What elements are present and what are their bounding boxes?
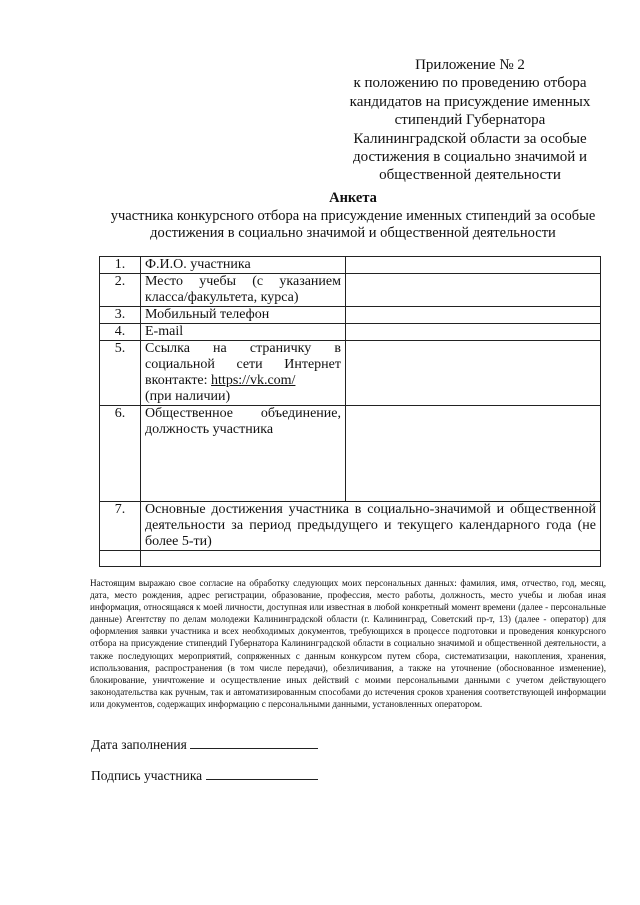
row-label-note: (при наличии) bbox=[145, 389, 231, 404]
table-row bbox=[100, 406, 601, 502]
table-row bbox=[100, 257, 601, 274]
row-number: 5. bbox=[100, 341, 141, 406]
row-number: 4. bbox=[100, 324, 141, 341]
vk-link[interactable]: https://vk.com/ bbox=[211, 373, 296, 388]
appendix-line: стипендий Губернатора bbox=[394, 112, 546, 129]
row-label: Ф.И.О. участника bbox=[141, 257, 346, 274]
row-label: E-mail bbox=[141, 324, 346, 341]
row-number: 6. bbox=[100, 406, 141, 502]
answer-cell-study-place[interactable] bbox=[346, 274, 601, 307]
appendix-line: общественной деятельности bbox=[379, 167, 561, 184]
table-row bbox=[100, 307, 601, 324]
fill-date-row bbox=[91, 736, 318, 753]
table-row bbox=[100, 274, 601, 307]
answer-cell-social-link[interactable] bbox=[346, 341, 601, 406]
appendix-line: Калининградской области за особые bbox=[353, 130, 587, 147]
row-number: 1. bbox=[100, 257, 141, 274]
row-number: 7. bbox=[100, 502, 141, 551]
appendix-header bbox=[330, 56, 610, 185]
row-number: 2. bbox=[100, 274, 141, 307]
row-number: 3. bbox=[100, 307, 141, 324]
row-label: Основные достижения участника в социально-значимой и общественной деятельности за период предыдущего и текущего календарного года (не более 5-ти) bbox=[141, 502, 601, 551]
appendix-line: к положению по проведению отбора bbox=[353, 75, 587, 92]
signature-label: Подпись участника bbox=[91, 768, 203, 783]
answer-cell-email[interactable] bbox=[346, 324, 601, 341]
answer-cell-phone[interactable] bbox=[346, 307, 601, 324]
form-subtitle: участника конкурсного отбора на присуждение именных стипендий за особые достижения в социально значимой и общественной деятельности bbox=[110, 208, 596, 241]
consent-text: Настоящим выражаю свое согласие на обработку следующих моих персональных данных: фамилия, имя, отчество, год, месяц, дата, место рождения, адрес регистрации, образование, профессия, место работы, должность, место учебы и любая иная информация, относящаяся к моей личности, доступная или известная в любой конкретный момент времени (далее - персональные данные) Агентству по делам молодежи Калининградской области (г. Калининград, Советский пр-т, 13) (далее - оператор) для оформления заявки участника и всех необходимых документов, требующихся в процессе подготовки и проведения конкурсного отбора на присуждение стипендий Губернатора Калининградской области в социально значимой и общественной деятельности, а также последующих мероприятий, сопряженных с данным конкурсом путем сбора, систематизации, накопления, хранения, использования, распространения (в том числе передачи), обезличивания, а также на уточнение (обоснованное изменение), блокирование, уничтожение и осуществление иных действий с моими персональными данными с учетом действующего законодательства как ручным, так и автоматизированным способами до истечения сроков хранения соответствующей информации или документов, содержащих информацию с персональными данными, установленных оператором. bbox=[90, 578, 606, 709]
appendix-line: Приложение № 2 bbox=[415, 57, 525, 73]
fill-date-label: Дата заполнения bbox=[91, 737, 187, 752]
signature-row bbox=[91, 767, 318, 784]
row-label-text: Ссылка на страничку в социальной сети Интернет вконтакте: bbox=[145, 341, 341, 388]
appendix-line: достижения в социально значимой и bbox=[352, 149, 588, 166]
signature-field[interactable] bbox=[206, 767, 318, 780]
row-label: Мобильный телефон bbox=[141, 307, 346, 324]
form-title: Анкета bbox=[329, 190, 377, 206]
answer-cell-full-name[interactable] bbox=[346, 257, 601, 274]
answer-cell-organization[interactable] bbox=[346, 406, 601, 502]
fill-date-field[interactable] bbox=[190, 736, 318, 749]
table-row bbox=[100, 324, 601, 341]
appendix-line: кандидатов на присуждение именных bbox=[349, 93, 591, 110]
row-label bbox=[141, 341, 346, 406]
questionnaire-table bbox=[99, 256, 601, 567]
table-row bbox=[100, 551, 601, 567]
row-label: Место учебы (с указанием класса/факультета, курса) bbox=[141, 274, 346, 307]
answer-cell-achievements[interactable] bbox=[141, 551, 601, 567]
table-row bbox=[100, 502, 601, 551]
table-row bbox=[100, 341, 601, 406]
row-label: Общественное объединение, должность участника bbox=[141, 406, 346, 502]
row-number-blank bbox=[100, 551, 141, 567]
